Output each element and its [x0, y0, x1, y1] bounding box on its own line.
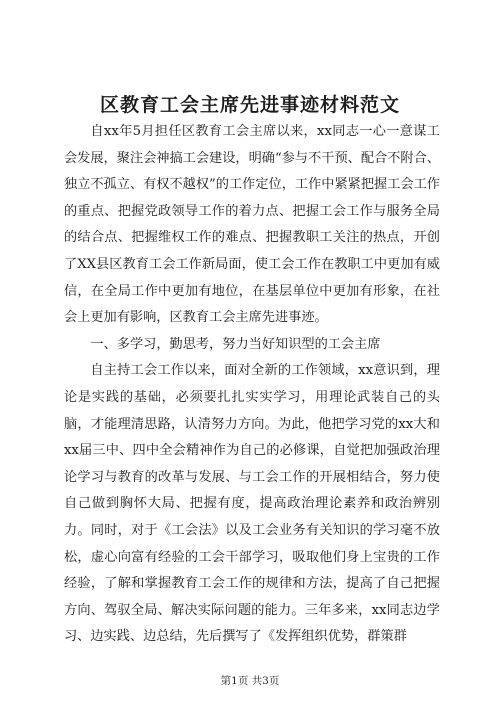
document-title: 区教育工会主席先进事迹材料范文 — [99, 94, 400, 116]
section-heading-1: 一、多学习，勤思考，努力当好知识型的工会主席 — [90, 336, 381, 352]
paragraph-intro: 自xx年5月担任区教育工会主席以来，xx同志一心一意谋工会发展，聚注会神搞工会建设，明确“参与不干预、配合不附合、独立不孤立、有权不越权”的工作定位，工作中紧紧把握工会工作的重点、把握党政领导工作的着力点、把握工会工作与服务全局的结合点、把握维权工作的难点、把握教职工关注的热点，开创了XX县区教育工会工作新局面，使工会工作在教职工中更加有威信，在全局工作中更加有地位，在基层单位中更加有形象，在社会上更加有影响，区教育工会主席先进事迹。 — [64, 124, 440, 326]
page-footer: 第1页 共3页 — [220, 675, 280, 687]
paragraph-section-1: 自主持工会工作以来，面对全新的工作领域，xx意识到，理论是实践的基础，必须要扎扎实实学习，用理论武装自己的头脑，才能理清思路，认清努力方向。为此，他把学习党的xx大和xx届三中、四中全会精神作为自己的必修课，自觉把加强政治理论学习与教育的改革与发展、与工会工作的开展相结合，努力使自己做到胸怀大局、把握有度，提高政治理论素养和政治辨别力。同时，对于《工会法》以及工会业务有关知识的学习毫不放松，虚心向富有经验的工会干部学习，吸取他们身上宝贵的工作经验，了解和掌握教育工会工作的规律和方法，提高了自己把握方向、驾驭全局、解决实际问题的能力。三年多来，xx同志边学习、边实践、边总结，先后撰写了《发挥组织优势，群策群 — [64, 363, 440, 645]
document-body — [64, 119, 440, 651]
